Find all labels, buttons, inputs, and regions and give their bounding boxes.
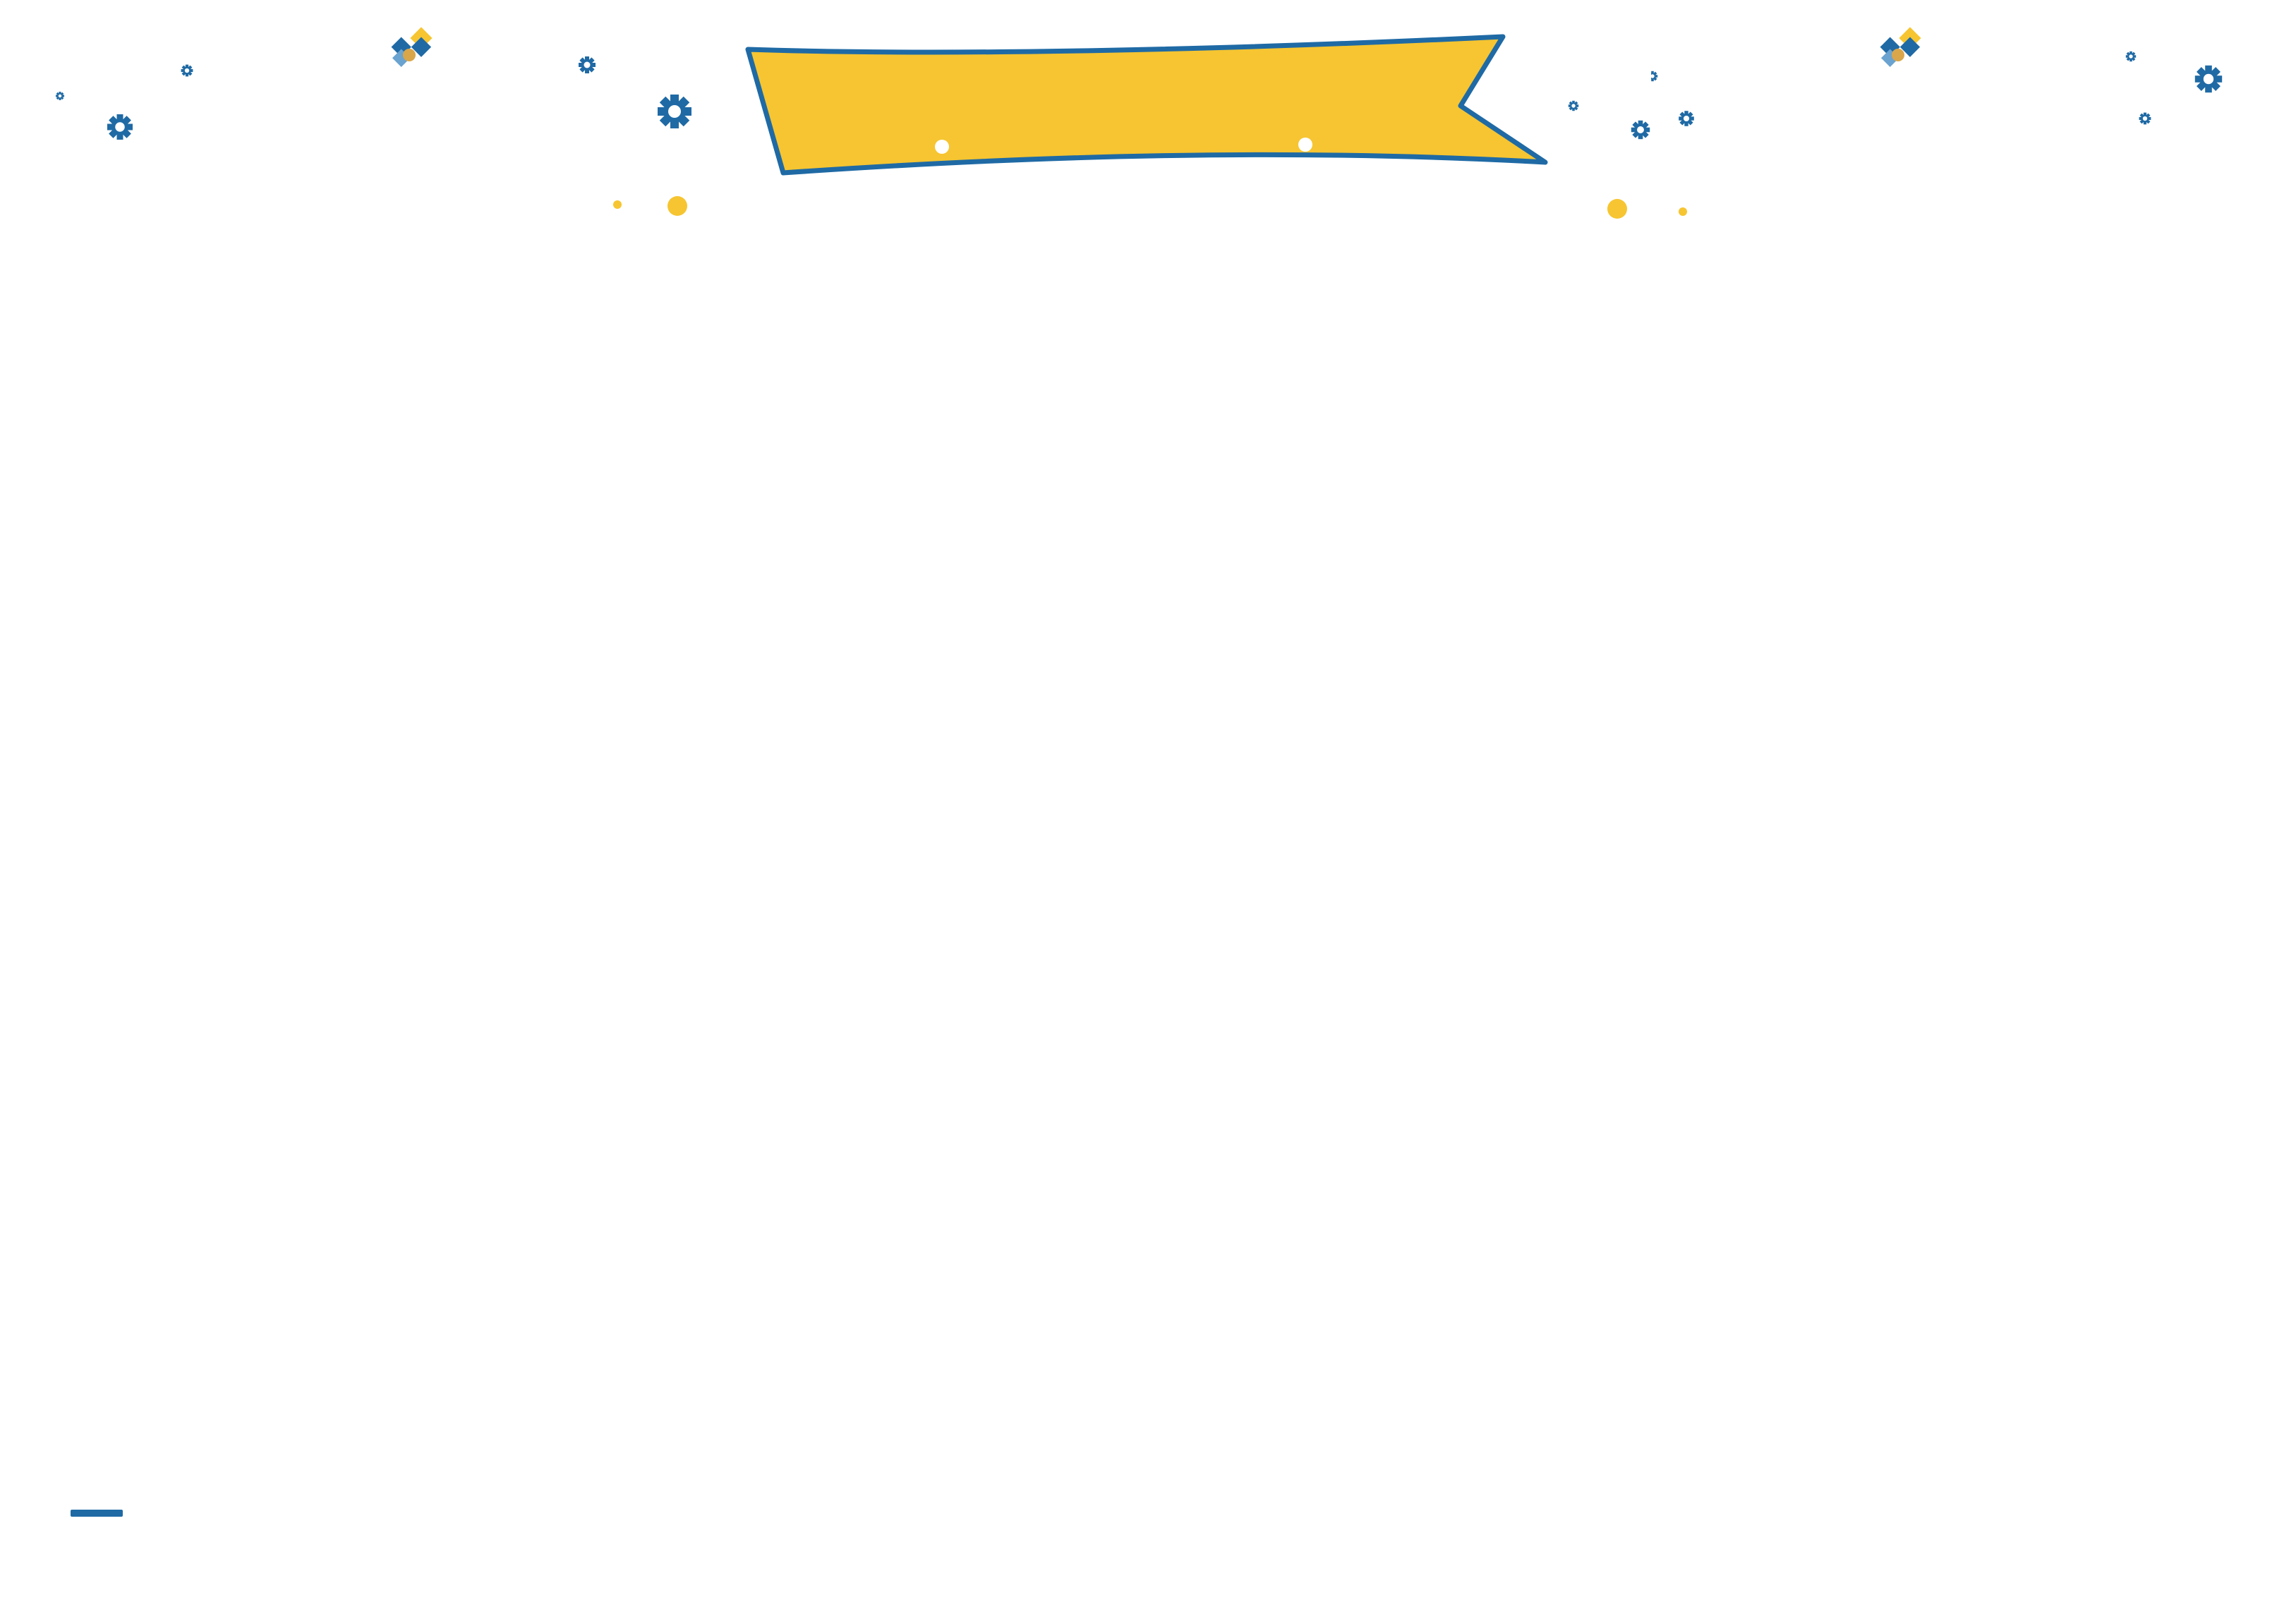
sun-decorations [607, 183, 1736, 233]
legend [71, 1510, 2258, 1580]
snowflake-decorations-right [1651, 42, 2286, 212]
legend-swatch [71, 1510, 123, 1517]
legend-vacances [71, 1510, 141, 1517]
